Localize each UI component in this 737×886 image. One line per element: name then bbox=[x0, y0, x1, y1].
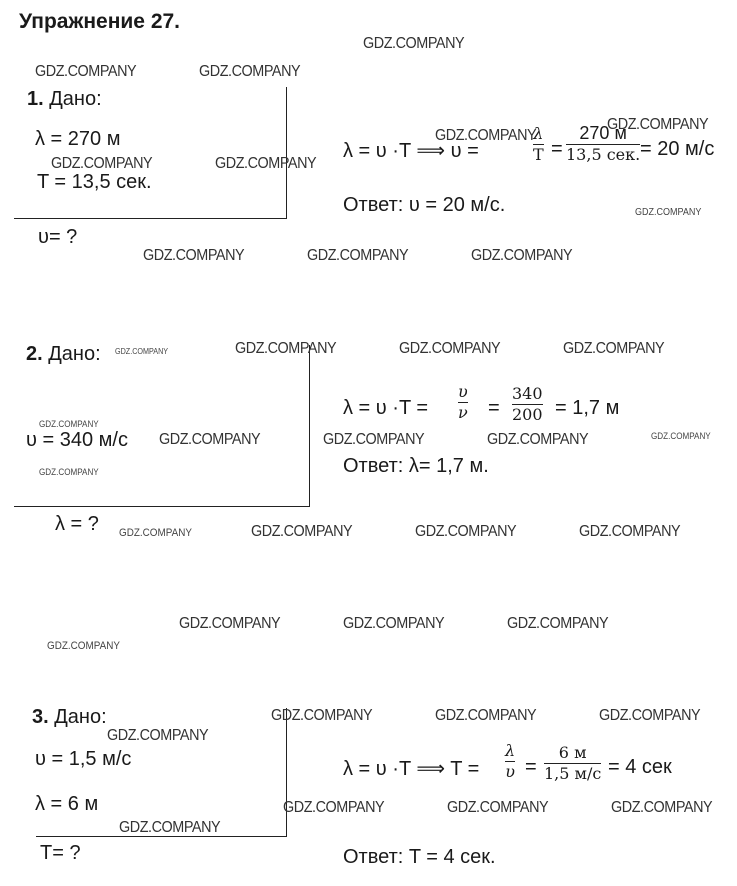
problem-1-given-wavelength: λ = 270 м bbox=[35, 128, 121, 150]
problem-1-number: 1. bbox=[27, 88, 44, 110]
problem-2-given-border-right bbox=[309, 345, 310, 506]
problem-2-frac1-den: ν bbox=[458, 403, 468, 422]
problem-2-given-border-bottom bbox=[14, 506, 310, 507]
problem-2-answer: Ответ: λ= 1,7 м. bbox=[343, 455, 489, 477]
watermark: GDZ.COMPANY bbox=[579, 523, 681, 540]
problem-2-fraction-numeric bbox=[512, 386, 543, 423]
watermark: GDZ.COMPANY bbox=[215, 155, 317, 172]
problem-1-given-label: Дано: bbox=[49, 88, 102, 110]
problem-1-answer: Ответ: υ = 20 м/с. bbox=[343, 194, 506, 216]
watermark: GDZ.COMPANY bbox=[107, 727, 209, 744]
problem-3-result: = 4 сек bbox=[608, 756, 672, 778]
problem-1-given-period: T = 13,5 сек. bbox=[37, 171, 152, 193]
watermark: GDZ.COMPANY bbox=[115, 347, 169, 356]
problem-1-given-border-right bbox=[286, 87, 287, 218]
problem-2-result: = 1,7 м bbox=[555, 397, 620, 419]
problem-1-frac1-num: λ bbox=[533, 124, 544, 143]
problem-2-formula-lhs: λ = υ ·T = bbox=[343, 397, 429, 419]
problem-2-fraction-symbolic bbox=[458, 384, 468, 421]
watermark: GDZ.COMPANY bbox=[607, 116, 709, 133]
watermark: GDZ.COMPANY bbox=[307, 247, 409, 264]
problem-1-heading bbox=[27, 88, 102, 111]
problem-1-find: υ= ? bbox=[38, 226, 78, 248]
watermark: GDZ.COMPANY bbox=[611, 799, 713, 816]
problem-3-frac2-num: 6 м bbox=[558, 743, 587, 762]
problem-1-formula-lhs: λ = υ ·T ⟹ υ = bbox=[343, 140, 479, 162]
watermark: GDZ.COMPANY bbox=[447, 799, 549, 816]
watermark: GDZ.COMPANY bbox=[651, 431, 711, 441]
problem-1-result: = 20 м/с bbox=[640, 138, 715, 160]
problem-3-answer: Ответ: T = 4 сек. bbox=[343, 846, 496, 868]
watermark: GDZ.COMPANY bbox=[35, 63, 137, 80]
problem-2-find: λ = ? bbox=[55, 513, 99, 535]
watermark: GDZ.COMPANY bbox=[435, 707, 537, 724]
watermark: GDZ.COMPANY bbox=[323, 431, 425, 448]
problem-1-frac1-den: T bbox=[533, 145, 544, 164]
watermark: GDZ.COMPANY bbox=[119, 527, 192, 539]
problem-3-heading bbox=[32, 706, 107, 729]
watermark: GDZ.COMPANY bbox=[159, 431, 261, 448]
watermark: GDZ.COMPANY bbox=[119, 819, 221, 836]
watermark: GDZ.COMPANY bbox=[471, 247, 573, 264]
watermark: GDZ.COMPANY bbox=[363, 35, 465, 52]
problem-3-frac1-num: λ bbox=[505, 741, 516, 760]
problem-3-find: T= ? bbox=[40, 842, 81, 864]
problem-3-frac1-den: υ bbox=[505, 762, 515, 781]
watermark: GDZ.COMPANY bbox=[507, 615, 609, 632]
watermark: GDZ.COMPANY bbox=[635, 207, 702, 218]
problem-1-given-border-bottom bbox=[14, 218, 287, 219]
watermark: GDZ.COMPANY bbox=[143, 247, 245, 264]
problem-3-frac2-den: 1,5 м/с bbox=[544, 764, 602, 783]
watermark: GDZ.COMPANY bbox=[51, 155, 153, 172]
watermark: GDZ.COMPANY bbox=[563, 340, 665, 357]
problem-2-given-label: Дано: bbox=[48, 343, 101, 365]
problem-1-frac2-den: 13,5 сек. bbox=[566, 145, 641, 164]
problem-3-fraction-numeric bbox=[544, 745, 601, 782]
watermark: GDZ.COMPANY bbox=[179, 615, 281, 632]
problem-2-frac2-num: 340 bbox=[512, 384, 543, 403]
watermark: GDZ.COMPANY bbox=[399, 340, 501, 357]
problem-1-frac2-num: 270 м bbox=[579, 123, 627, 143]
watermark: GDZ.COMPANY bbox=[283, 799, 385, 816]
problem-3-given-label: Дано: bbox=[54, 706, 107, 728]
watermark: GDZ.COMPANY bbox=[39, 419, 99, 429]
problem-2-given-speed: υ = 340 м/с bbox=[26, 429, 128, 451]
watermark: GDZ.COMPANY bbox=[487, 431, 589, 448]
watermark: GDZ.COMPANY bbox=[435, 127, 537, 144]
watermark: GDZ.COMPANY bbox=[271, 707, 373, 724]
watermark: GDZ.COMPANY bbox=[47, 640, 120, 652]
problem-3-given-wavelength: λ = 6 м bbox=[35, 793, 99, 815]
watermark: GDZ.COMPANY bbox=[39, 467, 99, 477]
watermark: GDZ.COMPANY bbox=[599, 707, 701, 724]
problem-2-number: 2. bbox=[26, 343, 43, 365]
problem-2-frac2-den: 200 bbox=[512, 405, 543, 424]
watermark: GDZ.COMPANY bbox=[199, 63, 301, 80]
problem-2-heading bbox=[26, 343, 101, 366]
watermark: GDZ.COMPANY bbox=[235, 340, 337, 357]
problem-3-given-speed: υ = 1,5 м/с bbox=[35, 748, 132, 770]
page-title: Упражнение 27. bbox=[19, 10, 181, 33]
watermark: GDZ.COMPANY bbox=[343, 615, 445, 632]
problem-3-fraction-symbolic bbox=[505, 743, 515, 780]
problem-2-frac1-num: υ bbox=[458, 382, 468, 401]
problem-3-formula-lhs: λ = υ ·T ⟹ T = bbox=[343, 758, 480, 780]
watermark: GDZ.COMPANY bbox=[415, 523, 517, 540]
problem-3-number: 3. bbox=[32, 706, 49, 728]
watermark: GDZ.COMPANY bbox=[251, 523, 353, 540]
